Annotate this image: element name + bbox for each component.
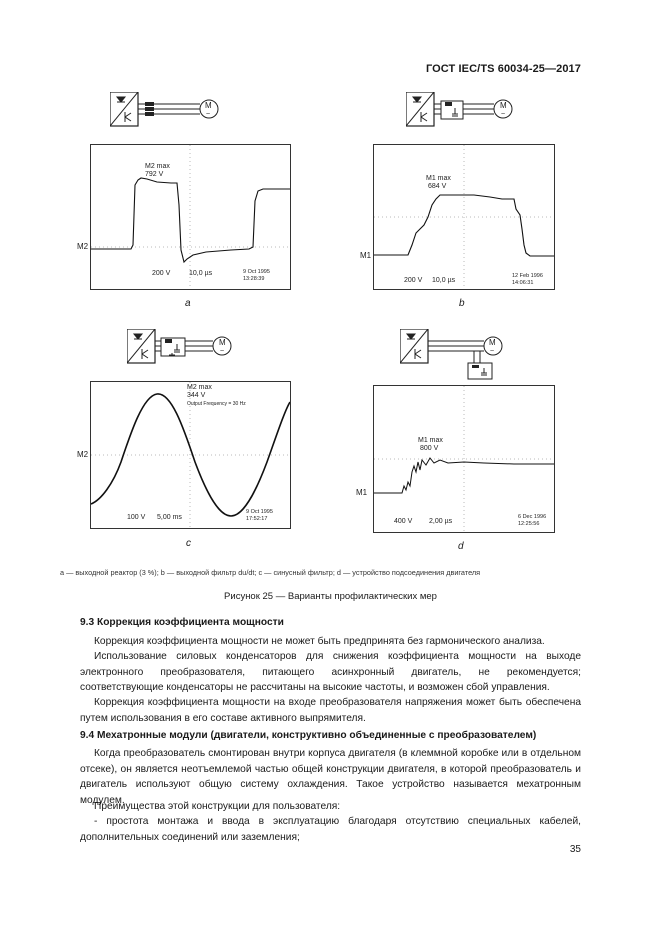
- oscillogram-c: [90, 381, 291, 529]
- scale-volts: 400 V: [394, 518, 413, 525]
- channel-label: M1: [356, 488, 368, 497]
- oscillogram-d: [373, 385, 555, 533]
- paragraph: Преимущества этой конструкции для пользователя:: [94, 801, 341, 812]
- paragraph: Коррекция коэффициента мощности не может быть предпринята без гармонического анализа.: [94, 636, 545, 647]
- subfigure-label: c: [186, 538, 191, 549]
- subfigure-label: d: [458, 541, 464, 552]
- figure-legend: a — выходной реактор (3 %); b — выходной фильтр du/dt; c — синусный фильтр; d — устройство подсоединения двигателя: [60, 568, 481, 577]
- max-value: 792 V: [145, 171, 164, 178]
- max-value: 800 V: [420, 445, 439, 452]
- oscillogram-a: [90, 144, 291, 290]
- section-heading-9-3: 9.3 Коррекция коэффициента мощности: [80, 617, 284, 628]
- channel-label: M1: [360, 251, 372, 260]
- motor-tilde: ~: [220, 348, 225, 355]
- schematic-sine-filter: [127, 329, 247, 367]
- oscillogram-b: [373, 144, 555, 290]
- waveform-d: [374, 458, 554, 493]
- scale-time: 2,00 µs: [429, 518, 453, 525]
- subfigure-label: a: [185, 298, 191, 309]
- page-number: 35: [569, 844, 581, 855]
- schematic-motor-connection: [400, 329, 520, 381]
- timestamp-date: 12 Feb 1996: [512, 273, 543, 279]
- waveform-a: [91, 178, 290, 262]
- timestamp-date: 9 Oct 1995: [243, 269, 270, 275]
- paragraph: Использование силовых конденсаторов для снижения коэффициента мощности на выходе электронного преобразователя, питающего асинхронный двигатель, не рекомендуется; соответствующие конденсаторы не рассчитаны на высокие частоты, и возможен сбой управления.: [80, 651, 581, 694]
- timestamp-time: 17:52:17: [246, 516, 268, 522]
- motor-tilde: ~: [501, 111, 506, 118]
- channel-label: M2: [77, 450, 89, 459]
- channel-label: M2: [77, 242, 89, 251]
- scale-volts: 100 V: [127, 514, 146, 521]
- max-label: M2 max: [145, 163, 170, 170]
- figure-caption: Рисунок 25 — Варианты профилактических мер: [224, 591, 437, 602]
- scale-volts: 200 V: [404, 277, 423, 284]
- max-label: M2 max: [187, 384, 212, 391]
- scale-time: 5,00 ms: [157, 514, 182, 521]
- timestamp-time: 14:06:31: [512, 280, 534, 286]
- scale-volts: 200 V: [152, 270, 171, 277]
- annotation: Output Frequency = 30 Hz: [187, 401, 246, 407]
- paragraph: Когда преобразователь смонтирован внутри корпуса двигателя (в клеммной коробке или в отдельном отсеке), он является неотъемлемой частью общей конструкции двигателя, в которой преобразователь и двигатель используют общую систему охлаждения. Такое устройство называется мехатронным модулем.: [80, 748, 581, 806]
- max-label: M1 max: [418, 437, 443, 444]
- motor-symbol: M: [219, 338, 226, 347]
- timestamp-date: 6 Dec 1996: [518, 514, 547, 520]
- max-value: 684 V: [428, 183, 447, 190]
- section-heading-9-4: 9.4 Мехатронные модули (двигатели, конструктивно объединенные с преобразователем): [80, 730, 537, 741]
- motor-symbol: M: [489, 338, 496, 347]
- schematic-reactor: [110, 92, 230, 130]
- scale-time: 10,0 µs: [189, 270, 213, 277]
- motor-symbol: M: [205, 101, 212, 110]
- schematic-dudt-filter: [406, 92, 526, 130]
- document-header: ГОСТ IEC/TS 60034-25—2017: [425, 63, 581, 75]
- motor-symbol: M: [500, 101, 507, 110]
- paragraph: - простота монтажа и ввода в эксплуатацию благодаря отсутствию специальных кабелей, дополнительных соединений или заземления;: [80, 816, 581, 843]
- paragraph: Коррекция коэффициента мощности на входе преобразователя напряжения может быть обеспечена путем использования в его составе активного выпрямителя.: [80, 697, 581, 724]
- timestamp-time: 13:28:39: [243, 276, 265, 282]
- subfigure-label: b: [459, 298, 465, 309]
- motor-tilde: ~: [206, 111, 211, 118]
- timestamp-date: 9 Oct 1995: [246, 509, 273, 515]
- timestamp-time: 12:25:56: [518, 521, 540, 527]
- motor-tilde: ~: [490, 348, 495, 355]
- max-label: M1 max: [426, 175, 451, 182]
- max-value: 344 V: [187, 392, 206, 399]
- waveform-c: [91, 394, 290, 516]
- scale-time: 10,0 µs: [432, 277, 456, 284]
